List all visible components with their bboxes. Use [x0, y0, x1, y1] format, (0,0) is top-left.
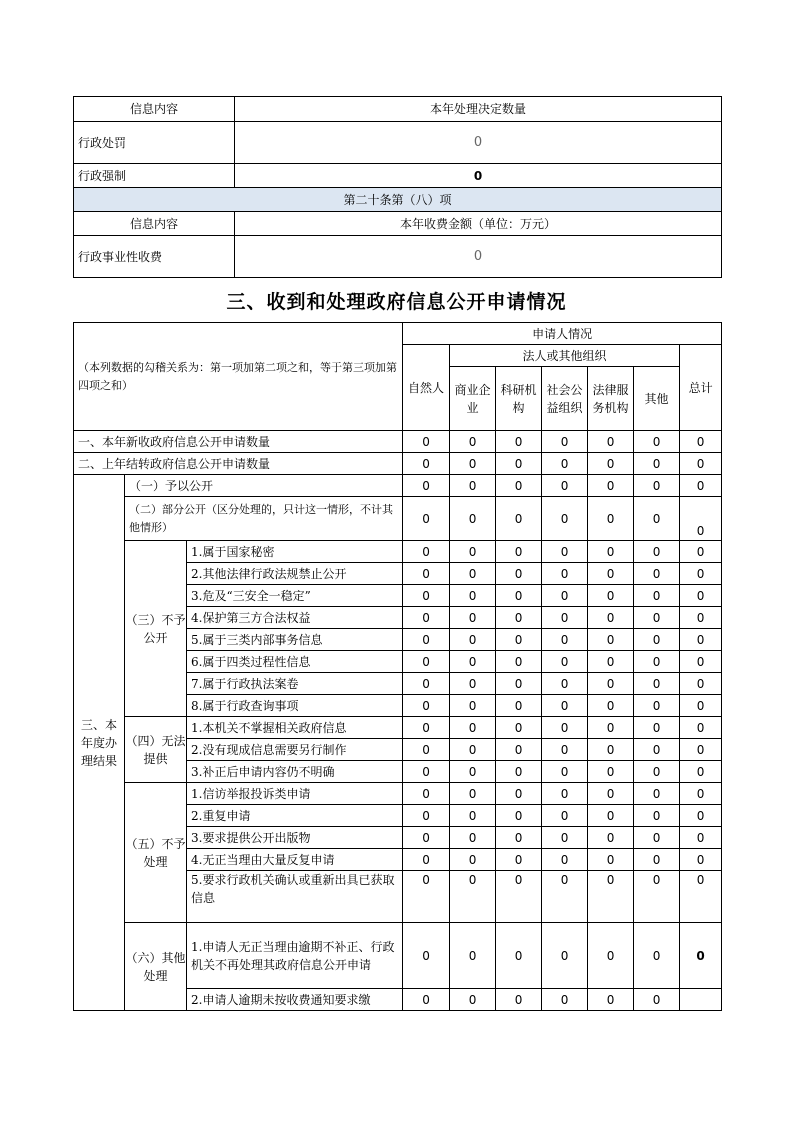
cell: 0 [496, 871, 542, 923]
cell: 0 [542, 871, 588, 923]
cell: 0 [403, 585, 450, 607]
cell: 0 [634, 475, 680, 497]
row-not-held: 1.本机关不掌握相关政府信息 [187, 717, 403, 739]
row-admin-fee-value: 0 [235, 236, 722, 278]
cell: 0 [588, 717, 634, 739]
cell: 0 [588, 805, 634, 827]
cell: 0 [588, 651, 634, 673]
cell: 0 [542, 923, 588, 989]
cell: 0 [634, 739, 680, 761]
cell: 0 [403, 541, 450, 563]
cell: 0 [588, 453, 634, 475]
cell: 0 [542, 497, 588, 541]
cell: 0 [588, 827, 634, 849]
cell: 0 [450, 541, 496, 563]
header-decision-count: 本年处理决定数量 [235, 97, 722, 122]
cell: 0 [634, 673, 680, 695]
cell: 0 [588, 497, 634, 541]
cell: 0 [588, 629, 634, 651]
cell: 0 [542, 849, 588, 871]
cell: 0 [588, 923, 634, 989]
cell: 0 [450, 475, 496, 497]
header-total: 总计 [680, 345, 722, 431]
cell: 0 [403, 989, 450, 1011]
cell: 0 [496, 783, 542, 805]
cell: 0 [542, 453, 588, 475]
cell: 0 [588, 673, 634, 695]
cell: 0 [634, 695, 680, 717]
cell: 0 [403, 475, 450, 497]
row-enforcement-file: 7.属于行政执法案卷 [187, 673, 403, 695]
header-applicant: 申请人情况 [403, 323, 722, 345]
cell: 0 [450, 563, 496, 585]
cell: 0 [542, 739, 588, 761]
cell: 0 [542, 541, 588, 563]
row-state-secret: 1.属于国家秘密 [187, 541, 403, 563]
cell: 0 [403, 783, 450, 805]
cell: 0 [403, 497, 450, 541]
cell: 0 [496, 717, 542, 739]
cell: 0 [680, 475, 722, 497]
cell: 0 [450, 717, 496, 739]
header-info-content: 信息内容 [74, 97, 235, 122]
cell: 0 [450, 431, 496, 453]
cell: 0 [680, 923, 722, 989]
cell: 0 [634, 717, 680, 739]
cell: 0 [403, 651, 450, 673]
cell: 0 [496, 607, 542, 629]
cell: 0 [496, 475, 542, 497]
cell: 0 [403, 695, 450, 717]
cell: 0 [680, 453, 722, 475]
cell: 0 [542, 585, 588, 607]
row-admin-enforcement-label: 行政强制 [74, 164, 235, 188]
cell-empty [680, 989, 722, 1011]
header-info-content-2: 信息内容 [74, 212, 235, 236]
cell: 0 [450, 585, 496, 607]
cell: 0 [680, 607, 722, 629]
row-admin-fee-label: 行政事业性收费 [74, 236, 235, 278]
row-repeated-mass: 4.无正当理由大量反复申请 [187, 849, 403, 871]
cell: 0 [588, 563, 634, 585]
cell: 0 [680, 541, 722, 563]
section-article-20-8: 第二十条第（八）项 [74, 188, 722, 212]
header-natural-person: 自然人 [403, 345, 450, 431]
cell: 0 [403, 805, 450, 827]
cell: 0 [403, 673, 450, 695]
cell: 0 [634, 497, 680, 541]
cell: 0 [680, 497, 722, 541]
cell: 0 [680, 783, 722, 805]
cell: 0 [634, 431, 680, 453]
cell: 0 [542, 695, 588, 717]
section-title: 三、收到和处理政府信息公开申请情况 [226, 291, 567, 313]
row-process-info: 6.属于四类过程性信息 [187, 651, 403, 673]
cell: 0 [680, 431, 722, 453]
row-three-security: 3.危及“三安全一稳定” [187, 585, 403, 607]
cell: 0 [450, 827, 496, 849]
row-publications: 3.要求提供公开出版物 [187, 827, 403, 849]
header-research: 科研机构 [496, 367, 542, 431]
cell: 0 [680, 717, 722, 739]
cell: 0 [496, 497, 542, 541]
row-still-unclear: 3.补正后申请内容仍不明确 [187, 761, 403, 783]
cell: 0 [680, 695, 722, 717]
header-legal-service: 法律服务机构 [588, 367, 634, 431]
row-admin-enforcement-value: 0 [235, 164, 722, 188]
cell: 0 [542, 805, 588, 827]
group-results: 三、本年度办理结果 [74, 475, 125, 1011]
cell: 0 [588, 739, 634, 761]
cell: 0 [496, 629, 542, 651]
cell: 0 [450, 629, 496, 651]
cell: 0 [496, 989, 542, 1011]
row-internal-affairs: 5.属于三类内部事务信息 [187, 629, 403, 651]
cell: 0 [634, 761, 680, 783]
cell: 0 [588, 783, 634, 805]
cell: 0 [634, 629, 680, 651]
cell: 0 [680, 827, 722, 849]
cell: 0 [450, 453, 496, 475]
cell: 0 [403, 431, 450, 453]
row-new-applications: 一、本年新收政府信息公开申请数量 [74, 431, 403, 453]
cell: 0 [542, 629, 588, 651]
cell: 0 [403, 871, 450, 923]
row-open: （一）予以公开 [125, 475, 403, 497]
cell: 0 [496, 739, 542, 761]
group-not-processed: （五）不予处理 [125, 783, 187, 923]
cell: 0 [634, 871, 680, 923]
cell: 0 [634, 805, 680, 827]
cell: 0 [542, 607, 588, 629]
cell: 0 [634, 923, 680, 989]
cell: 0 [496, 827, 542, 849]
cell: 0 [403, 453, 450, 475]
row-admin-penalty-label: 行政处罚 [74, 122, 235, 164]
cell: 0 [403, 739, 450, 761]
cell: 0 [634, 585, 680, 607]
cell: 0 [542, 761, 588, 783]
cell: 0 [542, 563, 588, 585]
cell: 0 [496, 563, 542, 585]
cell: 0 [496, 651, 542, 673]
cell: 0 [450, 695, 496, 717]
cell: 0 [588, 431, 634, 453]
cell: 0 [403, 629, 450, 651]
cell: 0 [542, 651, 588, 673]
cell: 0 [496, 923, 542, 989]
row-reconfirm: 5.要求行政机关确认或重新出具已获取信息 [187, 871, 403, 923]
group-cannot-provide: （四）无法提供 [125, 717, 187, 783]
cell: 0 [542, 717, 588, 739]
cell: 0 [634, 563, 680, 585]
cell: 0 [542, 783, 588, 805]
cell: 0 [403, 827, 450, 849]
cell: 0 [403, 849, 450, 871]
cell: 0 [680, 585, 722, 607]
cell: 0 [588, 541, 634, 563]
cell: 0 [496, 849, 542, 871]
cell: 0 [634, 827, 680, 849]
row-partial-open: （二）部分公开（区分处理的，只计这一情形，不计其他情形） [125, 497, 403, 541]
cell: 0 [450, 989, 496, 1011]
cell: 0 [680, 563, 722, 585]
cell: 0 [588, 761, 634, 783]
cell: 0 [450, 923, 496, 989]
cell: 0 [634, 453, 680, 475]
cell: 0 [680, 673, 722, 695]
cell: 0 [496, 695, 542, 717]
row-admin-penalty-value: 0 [235, 122, 722, 164]
cell: 0 [450, 673, 496, 695]
cell: 0 [634, 849, 680, 871]
group-not-open: （三）不予公开 [125, 541, 187, 717]
cell: 0 [542, 475, 588, 497]
row-fee-overdue: 2.申请人逾期未按收费通知要求缴 [187, 989, 403, 1011]
cell: 0 [588, 475, 634, 497]
cell: 0 [542, 827, 588, 849]
admin-decision-table [73, 96, 722, 278]
row-duplicate: 2.重复申请 [187, 805, 403, 827]
row-need-creation: 2.没有现成信息需要另行制作 [187, 739, 403, 761]
cell: 0 [680, 629, 722, 651]
cell: 0 [496, 453, 542, 475]
application-stats-table [73, 322, 722, 1011]
cell: 0 [680, 871, 722, 923]
cell: 0 [450, 783, 496, 805]
cell: 0 [588, 585, 634, 607]
cell: 0 [496, 431, 542, 453]
row-admin-query: 8.属于行政查询事项 [187, 695, 403, 717]
cell: 0 [634, 607, 680, 629]
cell: 0 [588, 695, 634, 717]
cell: 0 [403, 607, 450, 629]
cell: 0 [680, 805, 722, 827]
cell: 0 [634, 783, 680, 805]
cell: 0 [588, 607, 634, 629]
row-law-prohibited: 2.其他法律行政法规禁止公开 [187, 563, 403, 585]
cell: 0 [450, 805, 496, 827]
cell: 0 [588, 989, 634, 1011]
cell: 0 [496, 673, 542, 695]
cell: 0 [634, 541, 680, 563]
header-other: 其他 [634, 367, 680, 431]
row-petition: 1.信访举报投诉类申请 [187, 783, 403, 805]
header-fee-amount: 本年收费金额（单位：万元） [235, 212, 722, 236]
cell: 0 [450, 497, 496, 541]
cell: 0 [634, 651, 680, 673]
row-carryover-applications: 二、上年结转政府信息公开申请数量 [74, 453, 403, 475]
header-social: 社会公益组织 [542, 367, 588, 431]
cell: 0 [680, 739, 722, 761]
cell: 0 [450, 651, 496, 673]
cell: 0 [450, 739, 496, 761]
cell: 0 [588, 849, 634, 871]
cell: 0 [403, 717, 450, 739]
cell: 0 [496, 805, 542, 827]
cell: 0 [450, 871, 496, 923]
cell: 0 [450, 607, 496, 629]
group-other-handling: （六）其他处理 [125, 923, 187, 1011]
cell: 0 [634, 989, 680, 1011]
relation-note: （本列数据的勾稽关系为：第一项加第二项之和，等于第三项加第四项之和） [74, 323, 403, 431]
row-no-correction: 1.申请人无正当理由逾期不补正、行政机关不再处理其政府信息公开申请 [187, 923, 403, 989]
cell: 0 [680, 761, 722, 783]
cell: 0 [450, 761, 496, 783]
cell: 0 [588, 871, 634, 923]
cell: 0 [403, 563, 450, 585]
header-legal-org: 法人或其他组织 [450, 345, 680, 367]
cell: 0 [542, 431, 588, 453]
row-third-party: 4.保护第三方合法权益 [187, 607, 403, 629]
cell: 0 [496, 541, 542, 563]
cell: 0 [542, 673, 588, 695]
cell: 0 [450, 849, 496, 871]
cell: 0 [403, 761, 450, 783]
cell: 0 [680, 651, 722, 673]
cell: 0 [542, 989, 588, 1011]
header-business: 商业企业 [450, 367, 496, 431]
cell: 0 [680, 849, 722, 871]
cell: 0 [403, 923, 450, 989]
cell: 0 [496, 761, 542, 783]
cell: 0 [496, 585, 542, 607]
